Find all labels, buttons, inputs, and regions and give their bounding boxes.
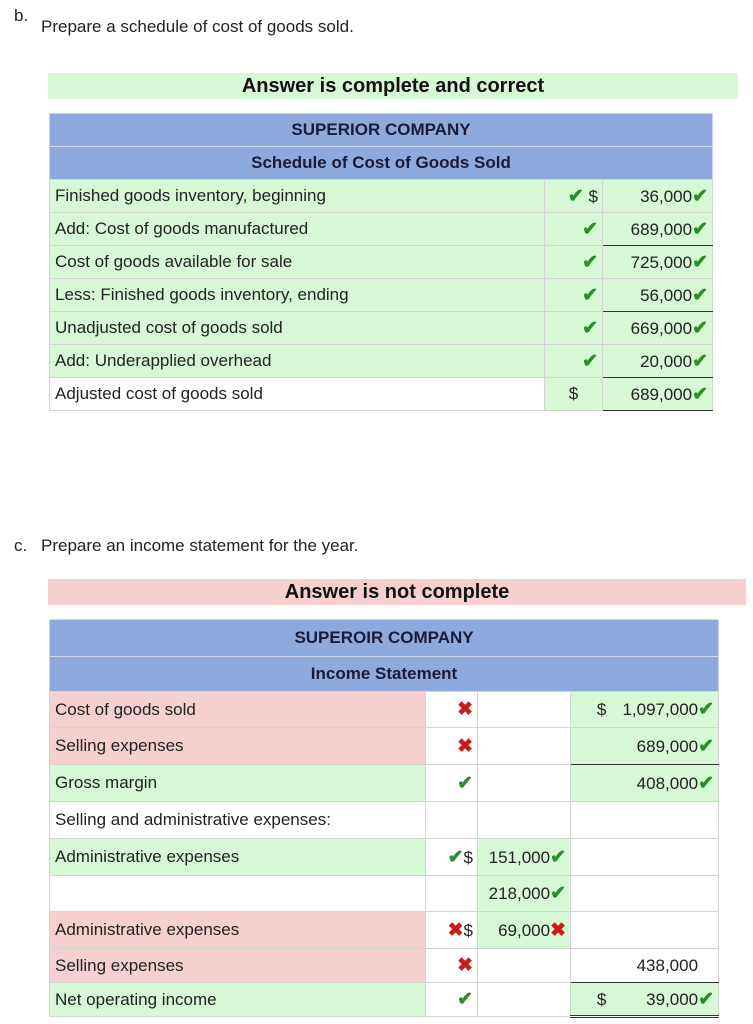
row-value[interactable]: 689,000 <box>636 736 699 756</box>
row-value[interactable]: 20,000 <box>640 351 693 371</box>
row-mid-value[interactable] <box>478 983 571 1017</box>
row-label[interactable]: Administrative expenses <box>50 912 426 949</box>
check-icon: ✔ <box>698 772 715 794</box>
currency-symbol: $ <box>596 700 607 719</box>
check-icon: ✔ <box>582 284 598 306</box>
part-b-label: b. <box>14 6 29 25</box>
table-row <box>50 983 719 1017</box>
check-icon: ✔ <box>692 350 709 372</box>
row-label[interactable]: Net operating income <box>50 983 426 1017</box>
part-c-label: c. <box>14 536 28 555</box>
table-row <box>50 765 719 802</box>
row-value[interactable]: 36,000 <box>640 186 693 206</box>
row-value[interactable] <box>571 876 719 912</box>
row-label[interactable]: Gross margin <box>50 765 426 802</box>
income-statement-table <box>49 619 719 1018</box>
check-icon: ✔ <box>582 350 598 372</box>
x-mark-icon: ✖ <box>550 919 566 941</box>
currency-symbol: $ <box>588 186 598 206</box>
check-icon: ✔ <box>698 735 715 757</box>
table-row <box>50 246 713 279</box>
table-row <box>50 279 713 312</box>
currency-symbol: $ <box>596 989 607 1009</box>
check-icon: ✔ <box>550 883 566 904</box>
row-label: Selling and administrative expenses: <box>50 802 426 839</box>
table-row <box>50 802 719 839</box>
check-icon: ✔ <box>582 317 598 339</box>
row-value[interactable]: 689,000 <box>630 219 693 239</box>
table-row <box>50 839 719 876</box>
table-row <box>50 345 713 378</box>
row-mid-value[interactable] <box>478 949 571 983</box>
row-label[interactable]: Add: Cost of goods manufactured <box>50 213 545 246</box>
table-row <box>50 912 719 949</box>
row-mid-value[interactable] <box>478 728 571 765</box>
check-icon: ✔ <box>692 185 709 207</box>
row-mid-value[interactable]: 218,000 <box>488 884 551 903</box>
is-company-name: SUPEROIR COMPANY <box>50 620 719 657</box>
row-label: Adjusted cost of goods sold <box>50 378 545 411</box>
row-label[interactable]: Cost of goods available for sale <box>50 246 545 279</box>
row-value[interactable]: 56,000 <box>640 285 693 305</box>
part-b-banner: Answer is complete and correct <box>48 73 738 99</box>
row-value[interactable] <box>571 912 719 949</box>
row-value[interactable]: 438,000 <box>571 949 719 983</box>
is-title: Income Statement <box>50 657 719 692</box>
check-icon: ✔ <box>698 699 715 720</box>
x-mark-icon: ✖ <box>457 955 473 976</box>
row-mid-value[interactable] <box>478 765 571 802</box>
table-row <box>50 949 719 983</box>
currency-symbol: $ <box>463 920 473 940</box>
table-row <box>50 213 713 246</box>
row-value[interactable]: 725,000 <box>630 252 693 272</box>
row-value[interactable]: 689,000 <box>630 384 693 404</box>
row-value[interactable]: 669,000 <box>630 318 693 338</box>
x-mark-icon: ✖ <box>457 735 473 757</box>
table-row <box>50 312 713 345</box>
row-value[interactable]: 408,000 <box>636 773 699 793</box>
row-label[interactable]: Less: Finished goods inventory, ending <box>50 279 545 312</box>
check-icon: ✔ <box>550 846 566 868</box>
part-c-question: Prepare an income statement for the year. <box>41 536 359 555</box>
row-mid-value[interactable]: 151,000 <box>488 847 551 867</box>
row-label[interactable]: Cost of goods sold <box>50 692 426 728</box>
check-icon: ✔ <box>567 185 584 207</box>
row-value[interactable] <box>571 839 719 876</box>
check-icon: ✔ <box>692 218 709 240</box>
table-row <box>50 378 713 411</box>
row-label[interactable] <box>50 876 426 912</box>
cogs-company-name: SUPERIOR COMPANY <box>50 114 713 147</box>
check-icon: ✔ <box>692 317 709 339</box>
row-mid-value[interactable] <box>478 692 571 728</box>
row-label[interactable]: Add: Underapplied overhead <box>50 345 545 378</box>
table-row <box>50 180 713 213</box>
part-c-banner: Answer is not complete <box>48 579 746 605</box>
row-label[interactable]: Selling expenses <box>50 728 426 765</box>
part-b-question: Prepare a schedule of cost of goods sold. <box>41 17 354 36</box>
row-label[interactable]: Administrative expenses <box>50 839 426 876</box>
check-icon: ✔ <box>447 846 464 868</box>
check-icon: ✔ <box>692 251 709 273</box>
check-icon: ✔ <box>582 218 598 240</box>
table-row <box>50 876 719 912</box>
table-row <box>50 728 719 765</box>
row-value[interactable]: 39,000 <box>646 989 699 1009</box>
row-label[interactable]: Selling expenses <box>50 949 426 983</box>
check-icon: ✔ <box>457 989 473 1010</box>
row-value[interactable]: 1,097,000 <box>622 700 699 719</box>
row-label[interactable]: Unadjusted cost of goods sold <box>50 312 545 345</box>
row-mid-value <box>478 802 571 839</box>
x-mark-icon: ✖ <box>457 699 473 720</box>
x-mark-icon: ✖ <box>447 919 464 941</box>
row-label[interactable]: Finished goods inventory, beginning <box>50 180 545 213</box>
table-row <box>50 692 719 728</box>
currency-symbol: $ <box>463 847 473 867</box>
check-icon: ✔ <box>582 251 598 273</box>
row-mid-value[interactable]: 69,000 <box>498 920 551 940</box>
check-icon: ✔ <box>692 284 709 306</box>
check-icon: ✔ <box>692 383 709 405</box>
row-value <box>571 802 719 839</box>
cogs-schedule-table <box>49 113 713 411</box>
check-icon: ✔ <box>698 988 715 1010</box>
cogs-title: Schedule of Cost of Goods Sold <box>50 147 713 180</box>
currency-symbol: $ <box>568 384 579 403</box>
check-icon: ✔ <box>457 772 473 794</box>
